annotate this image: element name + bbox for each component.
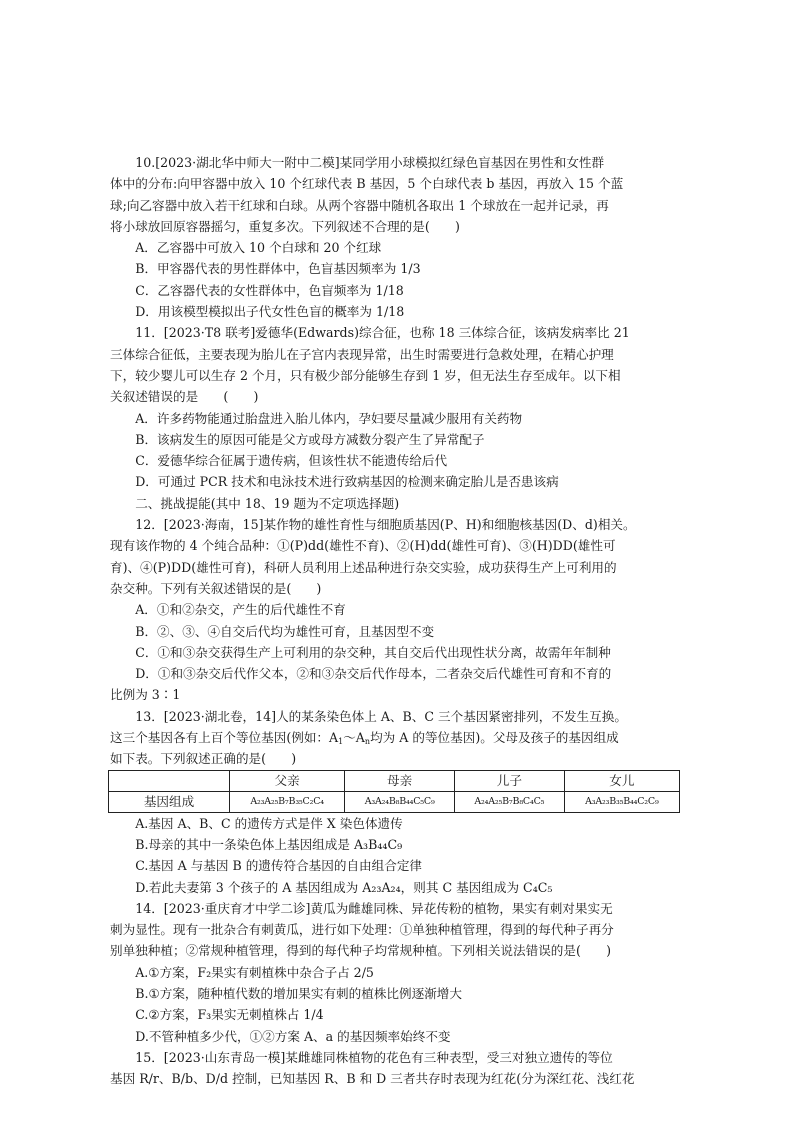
- table-cell: A₂₃A₂₅B₇B₃₅C₂C₄: [230, 791, 345, 812]
- question-stem: 关叙述错误的是 ( ): [110, 389, 259, 405]
- option-b: B.母亲的其中一条染色体上基因组成是 A₃B₄₄C₉: [135, 836, 403, 852]
- option-a: A.①方案，F₂果实有刺植株中杂合子占 2/5: [135, 964, 374, 980]
- document-page: [110, 152, 682, 1089]
- question-stem: 球;向乙容器中放入若干红球和白球。从两个容器中随机各取出 1 个球放在一起并记录，再: [110, 197, 609, 213]
- question-15: [110, 1047, 682, 1090]
- table-header-row: [109, 770, 680, 791]
- question-stem: 如下表。下列叙述正确的是( ): [110, 751, 297, 767]
- question-stem: 刺为显性。现有一批杂合有刺黄瓜，进行如下处理：①单独种植管理，得到的每代种子再分: [110, 922, 614, 938]
- option-c: C．①和③杂交获得生产上可利用的杂交种，其自交后代出现性状分离，故需年年制种: [135, 644, 611, 660]
- option-b: B．②、③、④自交后代均为雄性可育，且基因型不变: [135, 623, 435, 639]
- option-d: D.不管种植多少代，①②方案 A、a 的基因频率始终不变: [135, 1028, 451, 1044]
- section-heading: 二、挑战提能(其中 18、19 题为不定项选择题): [135, 495, 400, 511]
- option-a: A.基因 A、B、C 的遗传方式是伴 X 染色体遗传: [135, 815, 403, 831]
- question-stem: 育)、④(P)DD(雄性可育)，科研人员利用上述品种进行杂交实验，成功获得生产上可利用的: [110, 559, 617, 575]
- question-stem: 基因 R/r、B/b、D/d 控制，已知基因 R、B 和 D 三者共存时表现为红花(分为深红花、浅红花: [110, 1071, 635, 1087]
- question-12: [110, 514, 682, 706]
- table-header: 女儿: [564, 770, 679, 791]
- option-b: B．该病发生的原因可能是父方或母方减数分裂产生了异常配子: [135, 431, 485, 447]
- option-d-continuation: 比例为 3∶1: [110, 687, 181, 703]
- question-stem: 将小球放回原容器摇匀，重复多次。下列叙述不合理的是( ): [110, 218, 460, 234]
- question-stem: 这三个基因各有上百个等位基因(例如：$A_1\sim A_n$均为 A 的等位基因)。父母及孩子的基因组成: [110, 730, 619, 747]
- table-header: [109, 770, 230, 791]
- option-c: C.②方案，F₃果实无刺植株占 1/4: [135, 1007, 324, 1023]
- table-cell: A₂₄A₂₅B₇B₈C₄C₅: [454, 791, 564, 812]
- option-a: A．乙容器中可放入 10 个白球和 20 个红球: [135, 240, 382, 256]
- question-14: [110, 898, 682, 1047]
- option-c: C.基因 A 与基因 B 的遗传符合基因的自由组合定律: [135, 858, 423, 874]
- question-13: [110, 706, 682, 898]
- option-d: D．可通过 PCR 技术和电泳技术进行致病基因的检测来确定胎儿是否患该病: [135, 474, 559, 490]
- question-stem: 11．[2023·T8 联考]爱德华(Edwards)综合征，也称 18 三体综合征，该病发病率比 21: [135, 325, 630, 341]
- table-header: 儿子: [454, 770, 564, 791]
- table-row: [109, 791, 680, 812]
- genotype-table: [108, 770, 680, 813]
- question-10: [110, 152, 682, 322]
- question-stem: 14．[2023·重庆育才中学二诊]黄瓜为雌雄同株、异花传粉的植物，果实有刺对果实无: [135, 900, 613, 916]
- question-stem: 三体综合征低，主要表现为胎儿在子宫内表现异常，出生时需要进行急救处理，在精心护理: [110, 346, 614, 362]
- table-cell: A₃A₂₄B₈B₄₄C₅C₉: [345, 791, 455, 812]
- question-stem: 15．[2023·山东青岛一模]某雌雄同株植物的花色有三种表型，受三对独立遗传的等位: [135, 1049, 613, 1065]
- question-stem: 10.[2023·湖北华中师大一附中二模]某同学用小球模拟红绿色盲基因在男性和女性群: [135, 155, 605, 170]
- question-stem: 别单独种植；②常规种植管理，得到的每代种子均常规种植。下列相关说法错误的是( ): [110, 943, 611, 959]
- question-stem: 体中的分布:向甲容器中放入 10 个红球代表 B 基因，5 个白球代表 b 基因，再放入 15 个蓝: [110, 176, 624, 192]
- option-b: B．甲容器代表的男性群体中，色盲基因频率为 1/3: [135, 261, 421, 277]
- option-c: C．爱德华综合征属于遗传病，但该性状不能遗传给后代: [135, 453, 448, 469]
- table-header: 父亲: [230, 770, 345, 791]
- row-label: 基因组成: [109, 791, 230, 812]
- option-d: D．用该模型模拟出子代女性色盲的概率为 1/18: [135, 304, 405, 320]
- option-a: A．许多药物能通过胎盘进入胎儿体内，孕妇要尽量减少服用有关药物: [135, 410, 523, 426]
- option-d: D.若此夫妻第 3 个孩子的 A 基因组成为 A₂₃A₂₄，则其 C 基因组成为 C₄C₅: [135, 879, 553, 895]
- option-d: D．①和③杂交后代作父本，②和③杂交后代作母本，二者杂交后代雄性可育和不育的: [135, 666, 612, 682]
- table-cell: A₃A₂₃B₃₅B₄₄C₂C₉: [564, 791, 679, 812]
- question-stem: 下，较少婴儿可以生存 2 个月，只有极少部分能够生存到 1 岁，但无法生存至成年。以下相: [110, 367, 621, 383]
- option-a: A．①和②杂交，产生的后代雄性不育: [135, 602, 346, 618]
- question-stem: 12．[2023·海南，15]某作物的雄性育性与细胞质基因(P、H)和细胞核基因(D、d)相关。: [135, 517, 636, 533]
- question-stem: 13．[2023·湖北卷，14]人的某条染色体上 A、B、C 三个基因紧密排列，不发生互换。: [135, 708, 627, 724]
- table-header: 母亲: [345, 770, 455, 791]
- question-stem: 杂交种。下列有关叙述错误的是( ): [110, 580, 322, 596]
- option-b: B.①方案，随种植代数的增加果实有刺的植株比例逐渐增大: [135, 985, 462, 1001]
- option-c: C．乙容器代表的女性群体中，色盲频率为 1/18: [135, 282, 404, 298]
- question-11: [110, 322, 682, 492]
- question-stem: 现有该作物的 4 个纯合品种：①(P)dd(雄性不育)、②(H)dd(雄性可育)、③(H)DD(雄性可: [110, 538, 616, 554]
